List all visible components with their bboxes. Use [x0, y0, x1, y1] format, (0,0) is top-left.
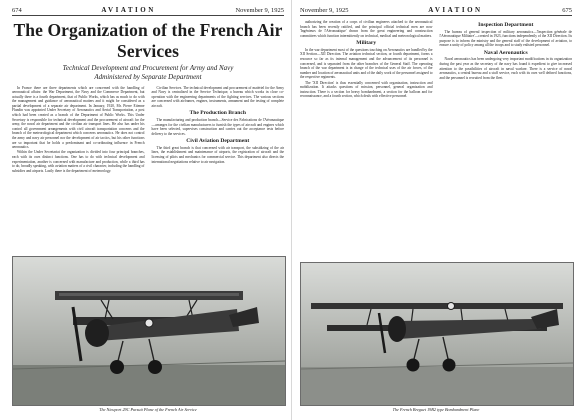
right-running-header — [300, 6, 572, 16]
subtitle-line-1: Technical Development and Procurement for Army and Navy — [62, 64, 234, 72]
body-paragraph: Civilian Services. The technical development and procurement of matériel for the Army and Navy is centralized in the Service Technique, a bureau which works in close co-operation with the engineering departments of the fighting services. The various sections are concerned with airframes, engines, instruments, armament and the testing of complete aircraft. — [151, 85, 284, 108]
left-running-header — [12, 6, 284, 16]
body-paragraph: The third great branch is that concerned with air transport, the subsidizing of the air lines, the establishment and maintenance of airports, the registration of aircraft and the licensing of pilots and mechanics for commercial service. This department also directs the international negotiations relative to air navigation. — [151, 145, 284, 164]
nieuport-plane-illustration — [13, 257, 285, 405]
article-title: The Organization of the French Air Services — [13, 20, 283, 61]
section-heading: Inspection Department — [478, 22, 534, 28]
body-paragraph: In France there are three departments which are concerned with the handling of aeronautical affairs: the War Department, the Navy and the Commerce Department, but actually there is a fourth department, that of Public Works, which has as much to do with the management and guidance of aeronautical matters and it might be considered as a partial development of a separate air department. In January, 1920, Mr. Pierre Etienne Flandin was appointed Under Secretary of Aeronautics and Aerial Transportation, a post which had been created as a branch of the Department of Public Works. This Under Secretary is responsible for technical development and the procurement of aircraft for the army, the naval air department and the civilian air transport lines. He also has under his control all government arrangements with civil aircraft transportation concerns and the branch of the meteorological department which concerns aeronautics. He does not control the army and navy air personnel nor the development of air tactics, but his other functions are so important that he holds a predominant and co-ordinating influence in French aeronautics. — [12, 85, 145, 150]
left-column-2 — [152, 86, 285, 174]
left-column-1 — [12, 86, 145, 174]
section-heading: The Production Branch — [189, 110, 246, 117]
left-columns — [12, 86, 284, 174]
subtitle-line-2: Administered by Separate Department — [94, 72, 202, 81]
section-heading: Military — [356, 40, 377, 47]
body-paragraph: Within the Under Secretariat the organization is divided into four principal branches, each with its own distinct functions. One has to do with technical development and experimentation, another is concerned with manufacture and production, while a third has to do, broadly speaking, with aviation matters of a civil character, including the handling of subsidies and airports. Lastly there is the department of meteorology. — [12, 150, 145, 173]
right-journal-name: AVIATION — [428, 6, 483, 14]
body-paragraph: authorizing the creation of a corps of civilian engineers attached to the aeronautical branch has been recently ratified, and the principal official technical men are now 'Ingénieurs de l'Aéronautique' drawn from the great engineering and construction committees which function intermittently on technical, medical and meteorological matters. — [300, 20, 433, 38]
right-columns — [300, 20, 572, 99]
section-heading: Naval Aeronautics — [483, 49, 528, 56]
body-paragraph: The 'XII Direction' is thus essentially concerned with organization, instruction and mobilization. It attacks questions of mission, personnel, general organization and instruction. There is a section for heavy bombardment, a section for the balloon and for reconnaissance, and a fourth section, which deals with effective personnel. — [300, 80, 433, 99]
body-paragraph: In the war department most of the questions touching on Aeronautics are handled by the XII Section—XII Direction. The aviation technical section, or fourth department, forms a resource so far as its internal management and the advancement of its personnel is concerned, and is separated from the other branches of the General Staff. The operating branch of the war department is in charge of the technical uses of the air forces, of the number and location of aeronautical units and of the daily work of the personnel assigned to the respective regiments. — [300, 47, 433, 80]
right-column-2 — [440, 20, 573, 99]
breguet-photo — [300, 262, 574, 406]
body-paragraph: The bureau of general inspection of military aeronautics—'Inspection générale de l'Aéronautique Militaire'—created in 1923, functions independently of the XII Direction. Its purpose is to inform the ministry and the general staff of the development of aviation, to ensure a unity of policy among all the troops and to study enlisted personnel. — [439, 29, 572, 48]
left-journal-name: AVIATION — [101, 6, 156, 14]
body-paragraph: Naval aeronautics has been undergoing very important modifications in its organization during the past year as the secretary of the navy has found it expedient to give increased attention to the possibilities of aircraft in naval warfare. There is a service of naval aeronautics, a central bureau and a staff service, each with its own well defined functions, and the personnel is recruited from the fleet. — [439, 57, 572, 80]
body-paragraph: The manufacturing and production branch—Service des Fabrications de l'Aéronautique—arranges for the civilian manufacturers to furnish the types of aircraft and engines which have been selected, supervises construction and carries out the acceptance tests before delivery to the services. — [151, 117, 284, 136]
nieuport-photo — [12, 256, 286, 406]
article-subtitle — [12, 64, 284, 82]
section-heading: Civil Aviation Department — [186, 138, 250, 145]
breguet-caption: The French Breguet 19B2 type Bombardment Plane — [392, 407, 480, 412]
right-issue-date: November 9, 1925 — [300, 7, 349, 14]
right-column-1 — [300, 20, 433, 99]
right-page-number: 675 — [562, 7, 572, 14]
breguet-plane-illustration — [301, 263, 573, 405]
left-page-number: 674 — [12, 7, 22, 14]
nieuport-caption: The Nieuport 29C Pursuit Plane of the French Air Service — [99, 407, 197, 412]
left-issue-date: November 9, 1925 — [235, 7, 284, 14]
